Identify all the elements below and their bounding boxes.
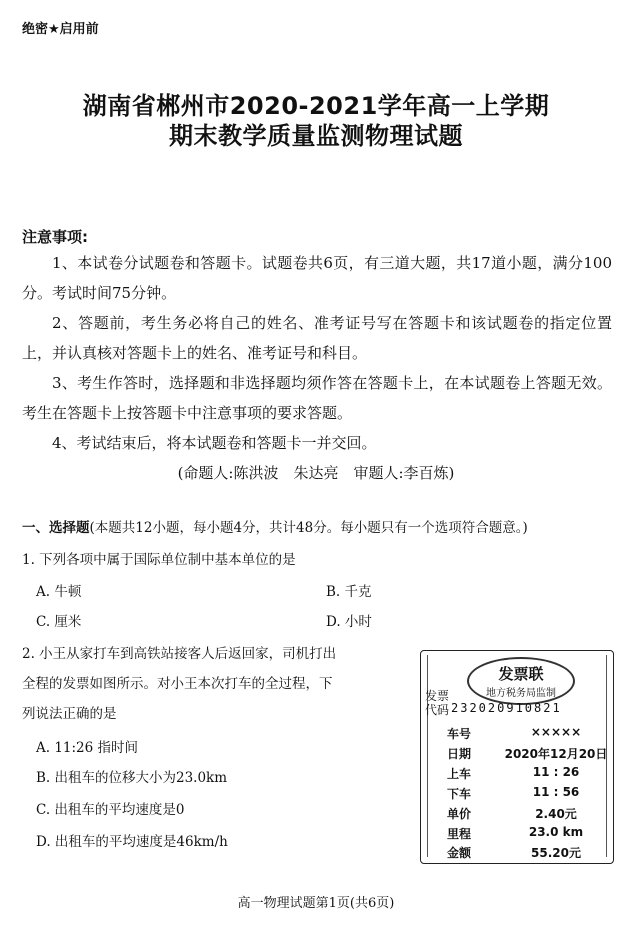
secret-label: 绝密★启用前	[22, 22, 99, 37]
receipt-value: 23.0 km	[528, 825, 584, 839]
receipt-code-label: 发票代码	[425, 689, 450, 717]
q1-option-d: D. 小时	[326, 614, 372, 630]
receipt-key: 单价	[447, 807, 472, 821]
q1-option-b: B. 千克	[326, 584, 372, 600]
q2-option-a: A. 11:26 指时间	[36, 740, 139, 756]
note-item: 4、考试结束后，将本试题卷和答题卡一并交回。	[52, 434, 377, 452]
receipt-value: 2.40元	[535, 807, 577, 821]
page-footer: 高一物理试题第1页(共6页)	[237, 896, 395, 911]
section-title: 一、选择题	[22, 520, 90, 536]
receipt-value: 11 : 26	[532, 765, 580, 779]
receipt-code-value: 232020910821	[451, 701, 562, 715]
q2-option-b: B. 出租车的位移大小为23.0km	[36, 770, 228, 786]
q2-option-d: D. 出租车的平均速度是46km/h	[36, 834, 228, 850]
section-desc: (本题共12小题，每小题4分，共计48分。每小题只有一个选项符合题意。)	[89, 520, 528, 536]
section-heading	[22, 516, 528, 536]
receipt-key: 日期	[447, 747, 472, 761]
q2-stem-line1: 2. 小王从家打车到高铁站接客人后返回家，司机打出	[22, 646, 337, 662]
exam-title-line1: 湖南省郴州市2020-2021学年高一上学期	[82, 92, 550, 120]
receipt-key: 车号	[447, 727, 472, 741]
authors-line: (命题人:陈洪波 朱达亮 审题人:李百炼)	[177, 464, 455, 482]
receipt-value: 11 : 56	[532, 785, 580, 799]
q2-stem-line2: 全程的发票如图所示。对小王本次打车的全过程，下	[22, 676, 333, 692]
note-item: 3、考生作答时，选择题和非选择题均须作答在答题卡上，在本试题卷上答题无效。考生在答题卡上按答题卡中注意事项的要求答题。	[22, 374, 612, 422]
q1-option-c: C. 厘米	[36, 614, 82, 630]
receipt-key: 里程	[447, 827, 472, 841]
stamp-title: 发票联	[498, 665, 544, 683]
q1-option-a: A. 牛顿	[36, 584, 82, 600]
receipt-key: 上车	[447, 767, 472, 781]
q2-option-c: C. 出租车的平均速度是0	[36, 802, 185, 818]
taxi-receipt	[420, 650, 614, 864]
exam-title-line2: 期末教学质量监测物理试题	[169, 122, 463, 150]
stamp-subtitle: 地方税务局监制	[486, 688, 556, 699]
receipt-value: 55.20元	[531, 846, 581, 860]
notes-heading: 注意事项:	[22, 228, 88, 246]
receipt-key: 下车	[447, 787, 472, 801]
q2-stem-line3: 列说法正确的是	[22, 706, 117, 722]
note-item: 1、本试卷分试题卷和答题卡。试题卷共6页，有三道大题，共17道小题，满分100分。考试时间75分钟。	[22, 254, 612, 302]
note-item: 2、答题前，考生务必将自己的姓名、准考证号写在答题卡和该试题卷的指定位置上，并认真核对答题卡上的姓名、准考证号和科目。	[22, 314, 612, 362]
receipt-stamp	[467, 657, 575, 705]
q1-stem: 1. 下列各项中属于国际单位制中基本单位的是	[22, 552, 296, 568]
receipt-key: 金额	[447, 846, 472, 860]
receipt-value: ×××××	[530, 725, 582, 739]
notes-list	[22, 248, 612, 458]
receipt-value: 2020年12月20日	[504, 747, 608, 761]
